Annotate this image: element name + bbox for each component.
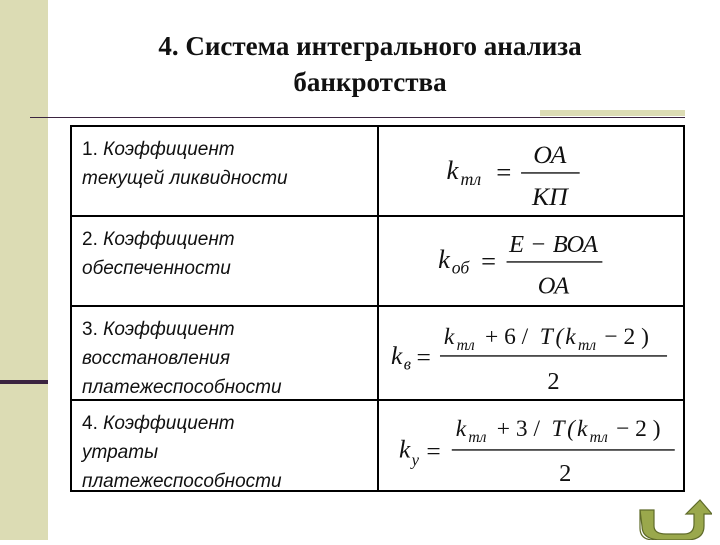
f1-lhs-sub: тл	[460, 168, 482, 189]
f4-num-paren: (	[567, 416, 576, 443]
f3-num-T: T	[539, 324, 553, 351]
f3-num-k: k	[443, 324, 455, 351]
f4-num-k-sub: тл	[468, 429, 487, 447]
f2-lhs: k	[438, 243, 450, 274]
f4-lhs: k	[398, 435, 411, 464]
table-row-3	[72, 305, 683, 399]
f4-num-k2: k	[576, 416, 588, 443]
f3-lhs-sub: в	[403, 354, 411, 374]
row-4-label-line-2: утраты	[82, 442, 159, 463]
slide-title-line-1: 4. Система интегрального анализа	[158, 31, 582, 61]
row-3-label-line-2: восстановления	[82, 348, 231, 369]
f3-num-k-sub: тл	[456, 337, 475, 355]
title-underline	[30, 117, 685, 118]
row-3-label	[82, 315, 282, 402]
row-1-label	[82, 135, 288, 193]
row-2-number: 2.	[82, 229, 98, 250]
sidebar-accent-line	[0, 380, 48, 384]
row-3-label-line-3: платежеспособности	[82, 377, 282, 398]
f2-denominator: ОА	[537, 272, 570, 300]
f4-denominator: 2	[559, 460, 572, 488]
row-4-label-line-3: платежеспособности	[82, 471, 282, 492]
row-2-label-line-1: Коэффициент	[97, 229, 235, 250]
f1-numerator: ОА	[533, 140, 567, 170]
f3-num-k2-sub: тл	[577, 337, 597, 355]
row-1-label-line-2: текущей ликвидности	[82, 168, 288, 189]
slide-title-line-2: банкротства	[293, 67, 447, 97]
row-4-label	[82, 409, 282, 496]
f1-lhs: k	[446, 154, 459, 185]
row-3-number: 3.	[82, 319, 98, 340]
f1-denominator: КП	[531, 181, 568, 211]
table-row-2	[72, 215, 683, 305]
row-3-label-line-1: Коэффициент	[97, 319, 235, 340]
f4-num-k: k	[455, 416, 467, 443]
left-sidebar-decoration	[0, 0, 48, 540]
f4-equals: =	[426, 437, 441, 466]
f4-num-tail: − 2 )	[610, 416, 661, 443]
f2-lhs-sub: об	[451, 257, 470, 278]
f4-num-mid: + 3 /	[490, 416, 546, 443]
row-4-label-line-1: Коэффициент	[97, 413, 235, 434]
f1-equals: =	[496, 156, 512, 187]
title-accent-block	[540, 110, 685, 116]
row-1-number: 1.	[82, 139, 98, 160]
ratio-table	[70, 125, 685, 492]
slide-title	[60, 28, 680, 100]
f3-num-mid: + 6 /	[479, 324, 535, 351]
f3-num-k2: k	[565, 324, 576, 351]
table-row-1	[72, 127, 683, 215]
f4-lhs-sub: у	[411, 450, 420, 470]
f3-denominator: 2	[547, 368, 560, 396]
f3-num-tail: − 2 )	[598, 324, 649, 351]
f3-equals: =	[416, 342, 431, 372]
row-4-formula	[379, 401, 683, 490]
f2-equals: =	[481, 245, 497, 276]
curved-return-arrow-icon[interactable]	[632, 498, 712, 540]
f4-num-T: T	[551, 416, 565, 443]
f3-num-paren: (	[555, 324, 564, 351]
row-2-label-line-2: обеспеченности	[82, 258, 231, 279]
f2-numerator: Е − ВОА	[509, 231, 598, 259]
row-1-label-line-1: Коэффициент	[97, 139, 235, 160]
f3-lhs: k	[391, 340, 403, 370]
row-2-label	[82, 225, 235, 283]
row-4-number: 4.	[82, 413, 98, 434]
table-row-4	[72, 399, 683, 490]
row-3-formula	[379, 307, 683, 399]
row-1-formula	[379, 127, 683, 215]
row-2-formula	[379, 217, 683, 305]
f4-num-k2-sub: тл	[589, 429, 608, 447]
